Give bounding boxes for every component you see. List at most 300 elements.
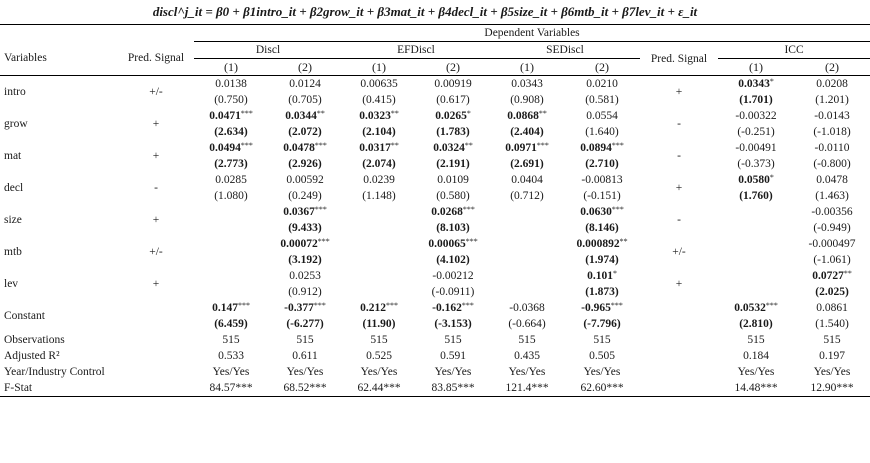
coefficient-cell — [718, 172, 794, 188]
coefficient-cell — [194, 204, 268, 220]
coefficient-cell — [490, 76, 564, 93]
significance-stars: *** — [536, 141, 549, 150]
tstat-cell — [490, 252, 564, 268]
tstat-cell: (0.912) — [288, 286, 322, 298]
significance-stars: *** — [611, 205, 624, 214]
tstat-cell: (2.104) — [362, 126, 396, 138]
summary-spacer — [640, 380, 718, 397]
table-row — [0, 140, 870, 156]
tstat-cell — [718, 220, 794, 236]
summary-value: 12.90*** — [794, 380, 870, 397]
summary-value: 0.435 — [514, 350, 540, 362]
tstat-cell: (2.810) — [739, 318, 773, 330]
variable-label: intro — [0, 76, 118, 109]
tstat-cell: (9.433) — [288, 222, 322, 234]
table-row — [0, 172, 870, 188]
coefficient-value: 0.0367 — [283, 206, 315, 218]
coefficient-cell — [794, 108, 870, 124]
pred-signal — [118, 300, 194, 332]
summary-label: F-Stat — [0, 380, 118, 397]
summary-value: Yes/Yes — [737, 366, 775, 378]
tstat-cell: (2.710) — [585, 158, 619, 170]
tstat-cell — [718, 252, 794, 268]
coefficient-cell — [490, 236, 564, 252]
tstat-cell: (1.873) — [585, 286, 619, 298]
pred-signal: +/- — [149, 246, 163, 258]
coefficient-cell — [268, 204, 342, 220]
summary-value: 515 — [370, 334, 388, 346]
coefficient-cell — [490, 140, 564, 156]
tstat-cell: (1.463) — [815, 190, 849, 202]
coefficient-cell — [342, 172, 416, 188]
pred-signal: + — [152, 278, 160, 290]
tstat-cell: (3.192) — [288, 254, 322, 266]
significance-stars: ** — [538, 109, 547, 118]
tstat-cell: (0.712) — [510, 190, 544, 202]
coefficient-cell — [194, 236, 268, 252]
summary-value: 0.184 — [743, 350, 769, 362]
coefficient-cell — [564, 108, 640, 124]
summary-spacer — [118, 364, 194, 380]
pred-signal: + — [152, 214, 160, 226]
tstat-cell — [194, 252, 268, 268]
coefficient-cell — [194, 268, 268, 284]
significance-stars: *** — [314, 205, 327, 214]
coefficient-value: 0.0343 — [738, 78, 770, 90]
summary-value: 14.48*** — [718, 380, 794, 397]
coefficient-value: -0.00813 — [581, 174, 623, 186]
coefficient-cell — [268, 172, 342, 188]
coefficient-cell — [718, 268, 794, 284]
coefficient-cell — [564, 172, 640, 188]
coefficient-value: 0.0580 — [738, 174, 770, 186]
tstat-cell — [342, 252, 416, 268]
tstat-cell: (11.90) — [362, 318, 396, 330]
summary-spacer — [118, 348, 194, 364]
significance-stars: *** — [610, 301, 623, 310]
summary-value: 62.60*** — [564, 380, 640, 397]
regression-table — [0, 24, 870, 397]
coefficient-cell — [490, 268, 564, 284]
tstat-cell: (8.103) — [436, 222, 470, 234]
group-header-efdiscl: EFDiscl — [342, 42, 490, 59]
summary-value: 84.57*** — [194, 380, 268, 397]
coefficient-value: 0.0478 — [283, 142, 315, 154]
pred-signal: +/- — [118, 76, 194, 109]
pred-signal-icc: + — [675, 278, 683, 290]
tstat-cell: (-0.949) — [813, 222, 851, 234]
summary-value: Yes/Yes — [360, 366, 398, 378]
coefficient-cell — [718, 108, 794, 124]
tstat-cell: (-0.373) — [737, 158, 775, 170]
coefficient-cell — [342, 236, 416, 252]
tstat-cell: (1.701) — [739, 94, 773, 106]
summary-value: 515 — [296, 334, 314, 346]
group-header-discl: Discl — [194, 42, 342, 59]
tstat-cell: (-6.277) — [286, 318, 324, 330]
variable-label: mtb — [4, 246, 22, 258]
variable-label: grow — [4, 118, 28, 130]
coefficient-cell — [416, 268, 490, 284]
pred-signal-icc: - — [677, 214, 681, 226]
summary-value: Yes/Yes — [813, 366, 851, 378]
significance-stars: *** — [240, 141, 253, 150]
coefficient-value: -0.965 — [581, 302, 611, 314]
regression-equation: discl^j_it = β0 + β1intro_it + β2grow_it + β3mat_it + β4decl_it + β5size_it + β6mtb_it + β7lev_it + ε_it — [152, 4, 698, 19]
tstat-cell: (2.404) — [510, 126, 544, 138]
summary-value: 0.611 — [292, 350, 318, 362]
variable-label: size — [4, 214, 22, 226]
coefficient-value: 0.0265 — [435, 110, 467, 122]
significance-stars: *** — [465, 237, 478, 246]
coefficient-value: 0.0285 — [215, 174, 247, 186]
table-row — [0, 300, 870, 316]
coefficient-cell — [342, 76, 416, 93]
coefficient-cell — [490, 204, 564, 220]
tstat-cell: (1.201) — [815, 94, 849, 106]
tstat-cell — [194, 220, 268, 236]
coefficient-cell — [794, 76, 870, 93]
summary-row — [0, 380, 870, 397]
column-header: (1) — [372, 60, 386, 74]
coefficient-cell — [564, 204, 640, 220]
tstat-cell: (2.691) — [510, 158, 544, 170]
summary-value: 515 — [747, 334, 765, 346]
significance-stars: ** — [464, 141, 473, 150]
significance-stars: * — [769, 77, 774, 86]
coefficient-cell — [416, 76, 490, 93]
summary-value: 515 — [823, 334, 841, 346]
coefficient-cell — [342, 268, 416, 284]
summary-label: Adjusted R² — [4, 350, 60, 362]
significance-stars: * — [769, 173, 774, 182]
coefficient-cell — [416, 140, 490, 156]
tstat-cell: (1.640) — [585, 126, 619, 138]
pred-signal-icc — [640, 300, 718, 332]
tstat-cell: (0.581) — [585, 94, 619, 106]
coefficient-cell — [794, 268, 870, 284]
tstat-cell: (2.074) — [362, 158, 396, 170]
coefficient-value: -0.000497 — [808, 238, 856, 250]
coefficient-value: 0.0404 — [511, 174, 543, 186]
coefficient-cell — [564, 300, 640, 316]
pred-signal-icc: - — [677, 118, 681, 130]
summary-value: Yes/Yes — [583, 366, 621, 378]
coefficient-cell — [416, 108, 490, 124]
coefficient-value: 0.0494 — [209, 142, 241, 154]
tstat-cell: (1.783) — [436, 126, 470, 138]
column-header: (2) — [298, 60, 312, 74]
variables-header: Variables — [4, 52, 47, 65]
tstat-cell: (1.148) — [362, 190, 396, 202]
coefficient-value: 0.00072 — [280, 238, 318, 250]
coefficient-value: 0.00635 — [360, 78, 398, 90]
summary-value: 121.4*** — [490, 380, 564, 397]
tstat-cell: (0.580) — [436, 190, 470, 202]
summary-value: Yes/Yes — [212, 366, 250, 378]
tstat-cell — [718, 284, 794, 300]
coefficient-cell — [416, 236, 490, 252]
summary-row — [0, 348, 870, 364]
summary-value: 0.533 — [218, 350, 244, 362]
table-row — [0, 204, 870, 220]
tstat-cell — [490, 220, 564, 236]
coefficient-cell — [718, 140, 794, 156]
coefficient-value: 0.0317 — [359, 142, 391, 154]
summary-spacer — [640, 364, 718, 380]
table-row — [0, 76, 870, 93]
coefficient-cell — [342, 140, 416, 156]
header-spacer — [0, 25, 118, 42]
coefficient-value: 0.147 — [212, 302, 238, 314]
tstat-cell: (0.705) — [288, 94, 322, 106]
coefficient-cell — [194, 172, 268, 188]
coefficient-cell — [794, 140, 870, 156]
coefficient-cell — [268, 268, 342, 284]
pred-signal-icc: + — [675, 182, 683, 194]
coefficient-cell — [794, 236, 870, 252]
significance-stars: ** — [843, 269, 852, 278]
coefficient-value: -0.0368 — [509, 302, 545, 314]
significance-stars: *** — [317, 237, 330, 246]
pred-signal-icc: - — [677, 150, 681, 162]
significance-stars: ** — [390, 109, 399, 118]
coefficient-value: -0.0143 — [814, 110, 850, 122]
tstat-cell: (-0.151) — [583, 190, 621, 202]
variable-label: mat — [4, 150, 22, 162]
tstat-cell: (2.025) — [815, 286, 849, 298]
coefficient-cell — [342, 300, 416, 316]
tstat-cell — [342, 284, 416, 300]
coefficient-value: 0.00592 — [286, 174, 324, 186]
coefficient-value: 0.0323 — [359, 110, 391, 122]
pred-signal: + — [152, 118, 160, 130]
coefficient-cell — [268, 76, 342, 93]
coefficient-value: 0.101 — [587, 270, 613, 282]
coefficient-value: 0.212 — [360, 302, 386, 314]
pred-signal: + — [152, 150, 160, 162]
coefficient-value: 0.00919 — [434, 78, 472, 90]
tstat-cell: (2.773) — [214, 158, 248, 170]
tstat-cell: (2.072) — [288, 126, 322, 138]
significance-stars: *** — [237, 301, 250, 310]
coefficient-value: 0.0208 — [816, 78, 848, 90]
tstat-cell: (0.617) — [436, 94, 470, 106]
summary-value: 68.52*** — [268, 380, 342, 397]
coefficient-cell — [794, 172, 870, 188]
pred-signal-header: Pred. Signal — [127, 52, 185, 65]
coefficient-value: 0.0109 — [437, 174, 469, 186]
coefficient-value: -0.00212 — [432, 270, 474, 282]
tstat-cell — [490, 284, 564, 300]
tstat-cell: (1.760) — [739, 190, 773, 202]
tstat-cell: (0.908) — [510, 94, 544, 106]
summary-spacer — [640, 332, 718, 348]
coefficient-value: 0.000892 — [576, 238, 620, 250]
significance-stars: ** — [619, 237, 628, 246]
tstat-cell: (-3.153) — [434, 318, 472, 330]
tstat-cell: (4.102) — [436, 254, 470, 266]
pred-signal: - — [154, 182, 158, 194]
tstat-cell: (0.415) — [362, 94, 396, 106]
coefficient-value: 0.0138 — [215, 78, 247, 90]
significance-stars: ** — [390, 141, 399, 150]
coefficient-cell — [268, 140, 342, 156]
coefficient-cell — [564, 76, 640, 93]
summary-value: Yes/Yes — [508, 366, 546, 378]
significance-stars: *** — [385, 301, 398, 310]
coefficient-value: 0.0343 — [511, 78, 543, 90]
table-row — [0, 236, 870, 252]
coefficient-value: 0.0324 — [433, 142, 465, 154]
column-header: (1) — [749, 60, 763, 74]
significance-stars: * — [612, 269, 617, 278]
tstat-cell: (0.750) — [214, 94, 248, 106]
coefficient-value: -0.00491 — [735, 142, 777, 154]
tstat-cell: (-0.251) — [737, 126, 775, 138]
significance-stars: *** — [461, 301, 474, 310]
summary-row — [0, 332, 870, 348]
tstat-cell: (2.191) — [436, 158, 470, 170]
pred-signal-header-icc: Pred. Signal — [650, 52, 708, 65]
summary-value: Yes/Yes — [286, 366, 324, 378]
summary-value: 0.591 — [440, 350, 466, 362]
group-header-sediscl: SEDiscl — [490, 42, 640, 59]
coefficient-cell — [194, 140, 268, 156]
coefficient-cell — [194, 108, 268, 124]
variable-label: decl — [4, 182, 24, 194]
column-header: (1) — [520, 60, 534, 74]
coefficient-cell — [416, 300, 490, 316]
dependent-variables-header: Dependent Variables — [194, 25, 870, 42]
summary-value: 62.44*** — [342, 380, 416, 397]
coefficient-cell — [268, 236, 342, 252]
coefficient-cell — [194, 76, 268, 93]
summary-value: Yes/Yes — [434, 366, 472, 378]
coefficient-cell — [490, 172, 564, 188]
coefficient-cell — [564, 236, 640, 252]
coefficient-cell — [718, 76, 794, 93]
coefficient-cell — [342, 108, 416, 124]
tstat-cell — [194, 284, 268, 300]
coefficient-value: 0.0894 — [580, 142, 612, 154]
significance-stars: *** — [765, 301, 778, 310]
coefficient-cell — [194, 300, 268, 316]
coefficient-cell — [416, 172, 490, 188]
pred-signal-icc: + — [640, 76, 718, 109]
summary-spacer — [118, 332, 194, 348]
coefficient-cell — [342, 204, 416, 220]
column-header: (2) — [446, 60, 460, 74]
coefficient-value: 0.0471 — [209, 110, 241, 122]
coefficient-value: 0.0478 — [816, 174, 848, 186]
tstat-cell: (6.459) — [214, 318, 248, 330]
coefficient-value: 0.0253 — [289, 270, 321, 282]
coefficient-value: -0.00322 — [735, 110, 777, 122]
tstat-cell: (-0.800) — [813, 158, 851, 170]
coefficient-value: 0.0861 — [816, 302, 848, 314]
tstat-cell: (2.926) — [288, 158, 322, 170]
coefficient-value: 0.0532 — [734, 302, 766, 314]
coefficient-value: 0.0239 — [363, 174, 395, 186]
coefficient-cell — [490, 300, 564, 316]
summary-value: 515 — [444, 334, 462, 346]
coefficient-value: 0.0868 — [507, 110, 539, 122]
coefficient-cell — [718, 300, 794, 316]
summary-label: Year/Industry Control — [4, 366, 105, 378]
tstat-cell: (8.146) — [585, 222, 619, 234]
summary-value: 0.525 — [366, 350, 392, 362]
summary-value: 83.85*** — [416, 380, 490, 397]
summary-spacer — [118, 380, 194, 397]
tstat-cell — [342, 220, 416, 236]
coefficient-value: 0.0268 — [431, 206, 463, 218]
coefficient-cell — [268, 300, 342, 316]
coefficient-cell — [564, 140, 640, 156]
significance-stars: *** — [462, 205, 475, 214]
summary-spacer — [640, 348, 718, 364]
tstat-cell: (-1.018) — [813, 126, 851, 138]
coefficient-cell — [416, 204, 490, 220]
significance-stars: *** — [313, 301, 326, 310]
summary-value: 0.197 — [819, 350, 845, 362]
significance-stars: * — [466, 109, 471, 118]
coefficient-cell — [794, 300, 870, 316]
table-row — [0, 108, 870, 124]
coefficient-value: 0.0210 — [586, 78, 618, 90]
tstat-cell: (2.634) — [214, 126, 248, 138]
coefficient-cell — [564, 268, 640, 284]
tstat-cell: (0.249) — [288, 190, 322, 202]
tstat-cell: (1.080) — [214, 190, 248, 202]
summary-label: Observations — [4, 334, 65, 346]
coefficient-cell — [718, 236, 794, 252]
tstat-cell: (1.540) — [815, 318, 849, 330]
column-header: (1) — [224, 60, 238, 74]
coefficient-value: 0.0630 — [580, 206, 612, 218]
summary-value: 515 — [518, 334, 536, 346]
tstat-cell: (-0.664) — [508, 318, 546, 330]
coefficient-cell — [490, 108, 564, 124]
significance-stars: *** — [314, 141, 327, 150]
table-row — [0, 268, 870, 284]
significance-stars: *** — [240, 109, 253, 118]
summary-value: 515 — [222, 334, 240, 346]
header-spacer — [118, 25, 194, 42]
coefficient-value: -0.00356 — [811, 206, 853, 218]
coefficient-value: 0.0124 — [289, 78, 321, 90]
variable-label: lev — [4, 278, 19, 290]
summary-row — [0, 364, 870, 380]
variable-label: Constant — [4, 310, 45, 322]
tstat-cell: (-7.796) — [583, 318, 621, 330]
coefficient-value: -0.377 — [284, 302, 314, 314]
coefficient-cell — [794, 204, 870, 220]
coefficient-value: -0.0110 — [814, 142, 850, 154]
coefficient-value: 0.0971 — [505, 142, 537, 154]
group-header-icc: ICC — [718, 42, 870, 59]
coefficient-cell — [268, 108, 342, 124]
coefficient-cell — [718, 204, 794, 220]
tstat-cell: (1.974) — [585, 254, 619, 266]
significance-stars: ** — [316, 109, 325, 118]
tstat-cell: (-1.061) — [813, 254, 851, 266]
pred-signal-icc: +/- — [672, 246, 686, 258]
tstat-cell: (-0.0911) — [431, 286, 475, 298]
column-header: (2) — [825, 60, 840, 74]
coefficient-value: 0.0727 — [812, 270, 844, 282]
coefficient-value: -0.162 — [432, 302, 462, 314]
